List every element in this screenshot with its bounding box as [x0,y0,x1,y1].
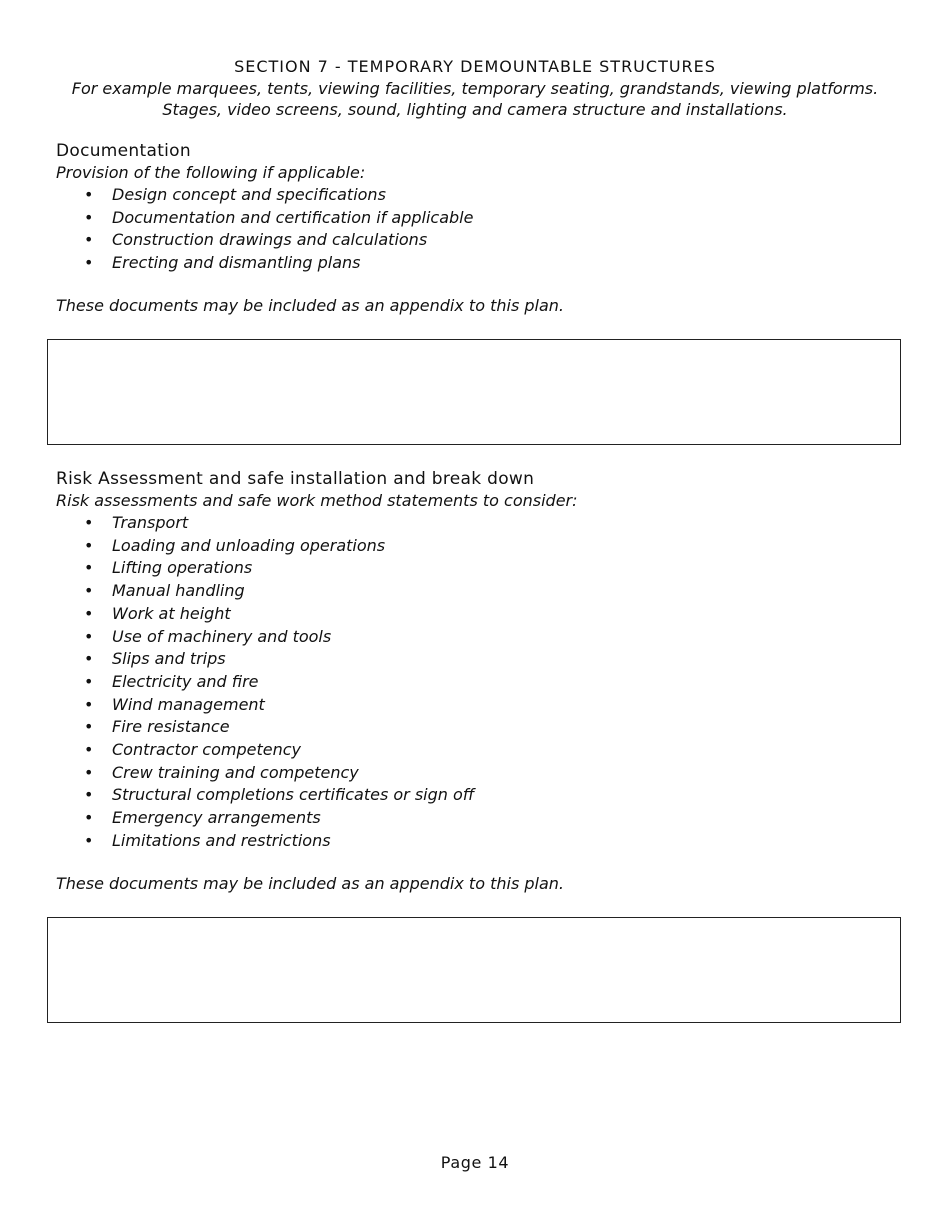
list-item [56,535,896,558]
bullet-icon: • [84,581,94,601]
list-item-text: Slips and trips [112,649,226,669]
risk-assessment-list [56,512,896,853]
page-number: Page 14 [440,1153,510,1172]
list-item [56,671,896,694]
list-item [56,207,896,230]
list-item [56,694,896,717]
bullet-icon: • [84,671,94,691]
list-item-text: Loading and unloading operations [112,535,386,555]
list-item [56,784,896,807]
list-item-text: Documentation and certification if applicable [112,207,474,227]
list-item-text: Electricity and fire [112,671,259,691]
list-item-text: Use of machinery and tools [112,626,332,646]
list-item-text: Contractor competency [112,740,301,760]
risk-assessment-intro: Risk assessments and safe work method statements to consider: [56,491,578,510]
bullet-icon: • [84,785,94,805]
bullet-icon: • [84,207,94,227]
documentation-heading: Documentation [56,141,191,161]
bullet-icon: • [84,230,94,250]
list-item-text: Work at height [112,603,231,623]
list-item [56,580,896,603]
documentation-section [56,140,896,317]
list-item-text: Crew training and competency [112,762,359,782]
list-item [56,252,896,275]
list-item [56,603,896,626]
list-item-text: Erecting and dismantling plans [112,253,361,273]
list-item-text: Fire resistance [112,717,230,737]
bullet-icon: • [84,513,94,532]
bullet-icon: • [84,808,94,828]
section-title: SECTION 7 - TEMPORARY DEMOUNTABLE STRUCTURES [234,57,716,76]
bullet-icon: • [84,253,94,273]
bullet-icon: • [84,626,94,646]
bullet-icon: • [84,694,94,714]
list-item [56,648,896,671]
list-item [56,762,896,785]
section-header [0,56,950,120]
section-subtitle-line-1: For example marquees, tents, viewing facilities, temporary seating, grandstands, viewing platforms. [71,79,879,98]
risk-assessment-entry-box[interactable] [47,917,901,1023]
list-item-text: Wind management [112,694,265,714]
list-item [56,229,896,252]
list-item-text: Lifting operations [112,558,253,578]
bullet-icon: • [84,558,94,578]
bullet-icon: • [84,762,94,782]
bullet-icon: • [84,535,94,555]
documentation-entry-box[interactable] [47,339,901,445]
risk-assessment-appendix-note: These documents may be included as an appendix to this plan. [56,873,564,893]
bullet-icon: • [84,603,94,623]
documentation-intro: Provision of the following if applicable: [56,163,366,182]
list-item [56,557,896,580]
bullet-icon: • [84,649,94,669]
list-item-text: Manual handling [112,581,245,601]
risk-assessment-section [56,468,896,895]
list-item [56,512,896,535]
list-item-text: Limitations and restrictions [112,830,331,850]
list-item [56,626,896,649]
section-subtitle-line-2: Stages, video screens, sound, lighting and camera structure and installations. [162,100,788,119]
bullet-icon: • [84,717,94,737]
list-item-text: Structural completions certificates or sign off [112,785,475,805]
list-item [56,807,896,830]
bullet-icon: • [84,740,94,760]
list-item [56,830,896,853]
risk-assessment-heading: Risk Assessment and safe installation and break down [56,469,535,489]
bullet-icon: • [84,830,94,850]
documentation-list [56,184,896,275]
list-item-text: Design concept and specifications [112,185,386,204]
list-item [56,184,896,207]
documentation-appendix-note: These documents may be included as an appendix to this plan. [56,295,564,315]
list-item-text: Emergency arrangements [112,808,321,828]
list-item [56,739,896,762]
list-item [56,716,896,739]
list-item-text: Transport [112,513,189,532]
list-item-text: Construction drawings and calculations [112,230,428,250]
bullet-icon: • [84,185,94,204]
